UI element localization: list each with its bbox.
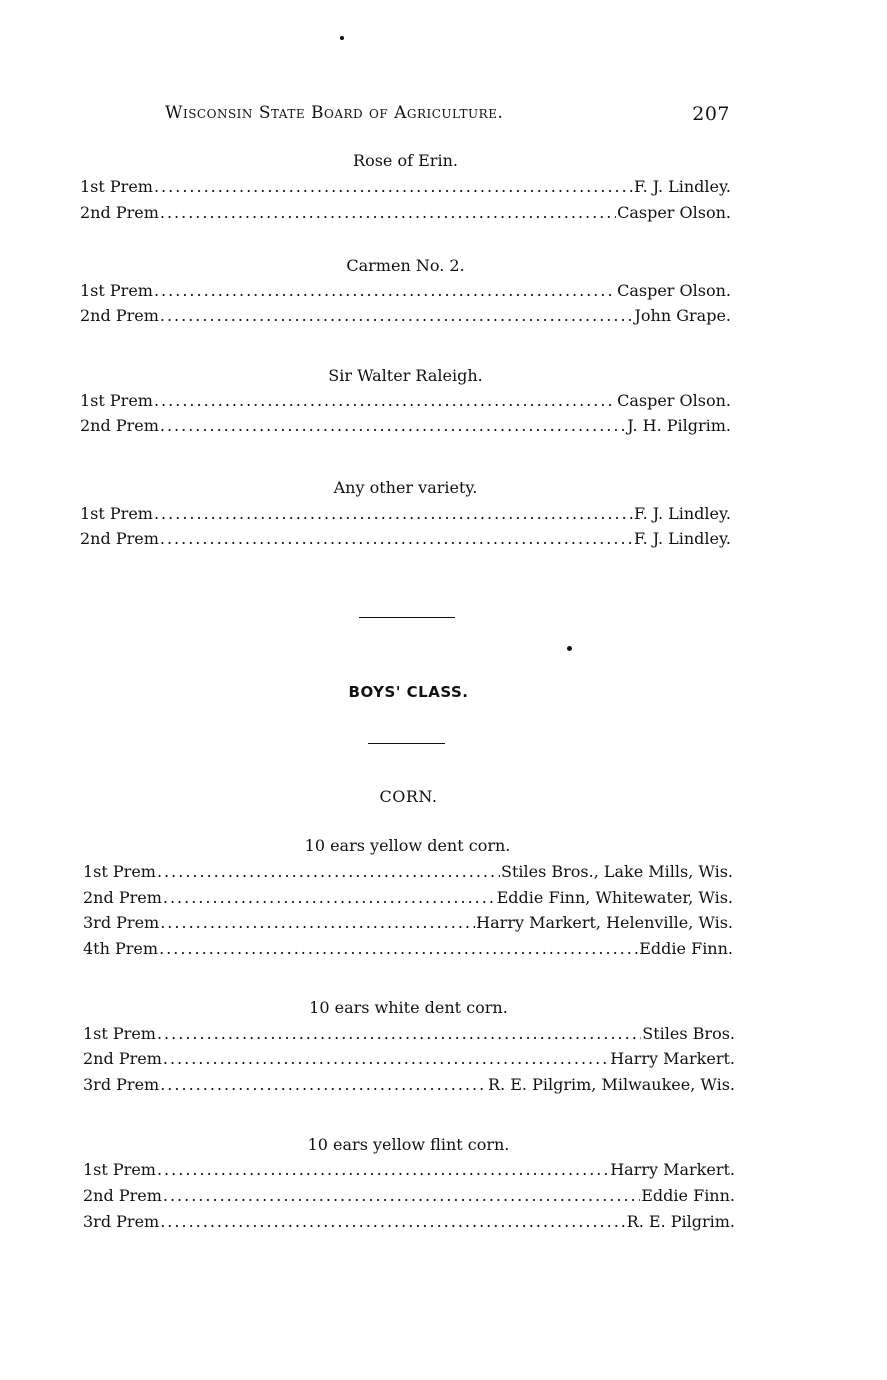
dot-leader [160,1075,487,1094]
premium-winner: F. J. Lindley. [634,177,731,196]
premium-winner: F. J. Lindley. [634,529,731,548]
dot-leader [157,1160,609,1179]
premium-label: 1st Prem [80,391,153,410]
premium-winner: Harry Markert. [610,1160,735,1179]
premium-row [80,203,731,222]
section-title: 10 ears white dent corn. [309,998,508,1017]
boys-class-heading: BOYS' CLASS. [348,683,469,701]
premium-row [80,529,731,548]
premium-label: 2nd Prem [80,306,159,325]
dot-leader [157,862,500,881]
premium-label: 2nd Prem [83,1186,162,1205]
premium-label: 2nd Prem [83,888,162,907]
premium-row [80,177,731,196]
ink-dot-mark [567,646,572,651]
premium-row [80,306,731,325]
premium-winner: Casper Olson. [617,391,731,410]
premium-winner: Eddie Finn. [641,1186,735,1205]
premium-winner: Casper Olson. [617,203,731,222]
section-divider [368,743,445,744]
section-title: Sir Walter Raleigh. [328,366,483,385]
premium-row [80,416,731,435]
dot-leader [160,306,634,325]
premium-row [83,888,733,907]
premium-winner: Casper Olson. [617,281,731,300]
premium-label: 4th Prem [83,939,159,958]
premium-row [83,1049,735,1068]
premium-label: 2nd Prem [80,203,159,222]
dot-leader [163,888,496,907]
corn-heading: CORN. [379,787,438,806]
header-title: Wisconsin State Board of Agriculture. [165,103,504,123]
dot-leader [159,939,638,958]
premium-label: 1st Prem [80,504,153,523]
premium-winner: Stiles Bros. [642,1024,735,1043]
premium-label: 2nd Prem [80,529,159,548]
section-title: Any other variety. [333,478,478,497]
premium-winner: Eddie Finn. [639,939,733,958]
premium-winner: Harry Markert, Helenville, Wis. [476,913,733,932]
section-title: Carmen No. 2. [346,256,465,275]
premium-winner: R. E. Pilgrim, Milwaukee, Wis. [488,1075,735,1094]
section-title: 10 ears yellow dent corn. [304,836,511,855]
ink-dot-mark [340,36,344,40]
premium-row [83,1186,735,1205]
premium-row [83,1160,735,1179]
premium-label: 2nd Prem [83,1049,162,1068]
premium-row [83,1075,735,1094]
premium-label: 1st Prem [80,177,153,196]
dot-leader [154,281,616,300]
section-divider [359,617,455,618]
premium-winner: R. E. Pilgrim. [626,1212,735,1231]
dot-leader [160,416,626,435]
premium-label: 1st Prem [83,862,156,881]
premium-row [83,862,733,881]
premium-row [80,281,731,300]
premium-row [83,939,733,958]
premium-row [83,1024,735,1043]
premium-label: 2nd Prem [80,416,159,435]
premium-label: 1st Prem [80,281,153,300]
running-header [165,103,730,129]
dot-leader [160,1212,625,1231]
dot-leader [154,504,633,523]
premium-winner: Eddie Finn, Whitewater, Wis. [496,888,733,907]
premium-winner: Stiles Bros., Lake Mills, Wis. [500,862,733,881]
premium-label: 3rd Prem [83,1212,160,1231]
dot-leader [154,391,616,410]
premium-winner: J. H. Pilgrim. [627,416,731,435]
premium-label: 3rd Prem [83,1075,160,1094]
premium-row [80,504,731,523]
premium-winner: Harry Markert. [610,1049,735,1068]
dot-leader [157,1024,641,1043]
premium-row [83,1212,735,1231]
dot-leader [160,913,475,932]
premium-label: 1st Prem [83,1024,156,1043]
premium-row [83,913,733,932]
dot-leader [160,529,633,548]
dot-leader [160,203,616,222]
premium-label: 3rd Prem [83,913,160,932]
premium-winner: F. J. Lindley. [634,504,731,523]
premium-winner: John Grape. [634,306,731,325]
premium-row [80,391,731,410]
dot-leader [154,177,633,196]
dot-leader [163,1186,640,1205]
premium-label: 1st Prem [83,1160,156,1179]
section-title: 10 ears yellow flint corn. [307,1135,510,1154]
dot-leader [163,1049,609,1068]
section-title: Rose of Erin. [353,151,458,170]
page-number: 207 [692,103,730,125]
